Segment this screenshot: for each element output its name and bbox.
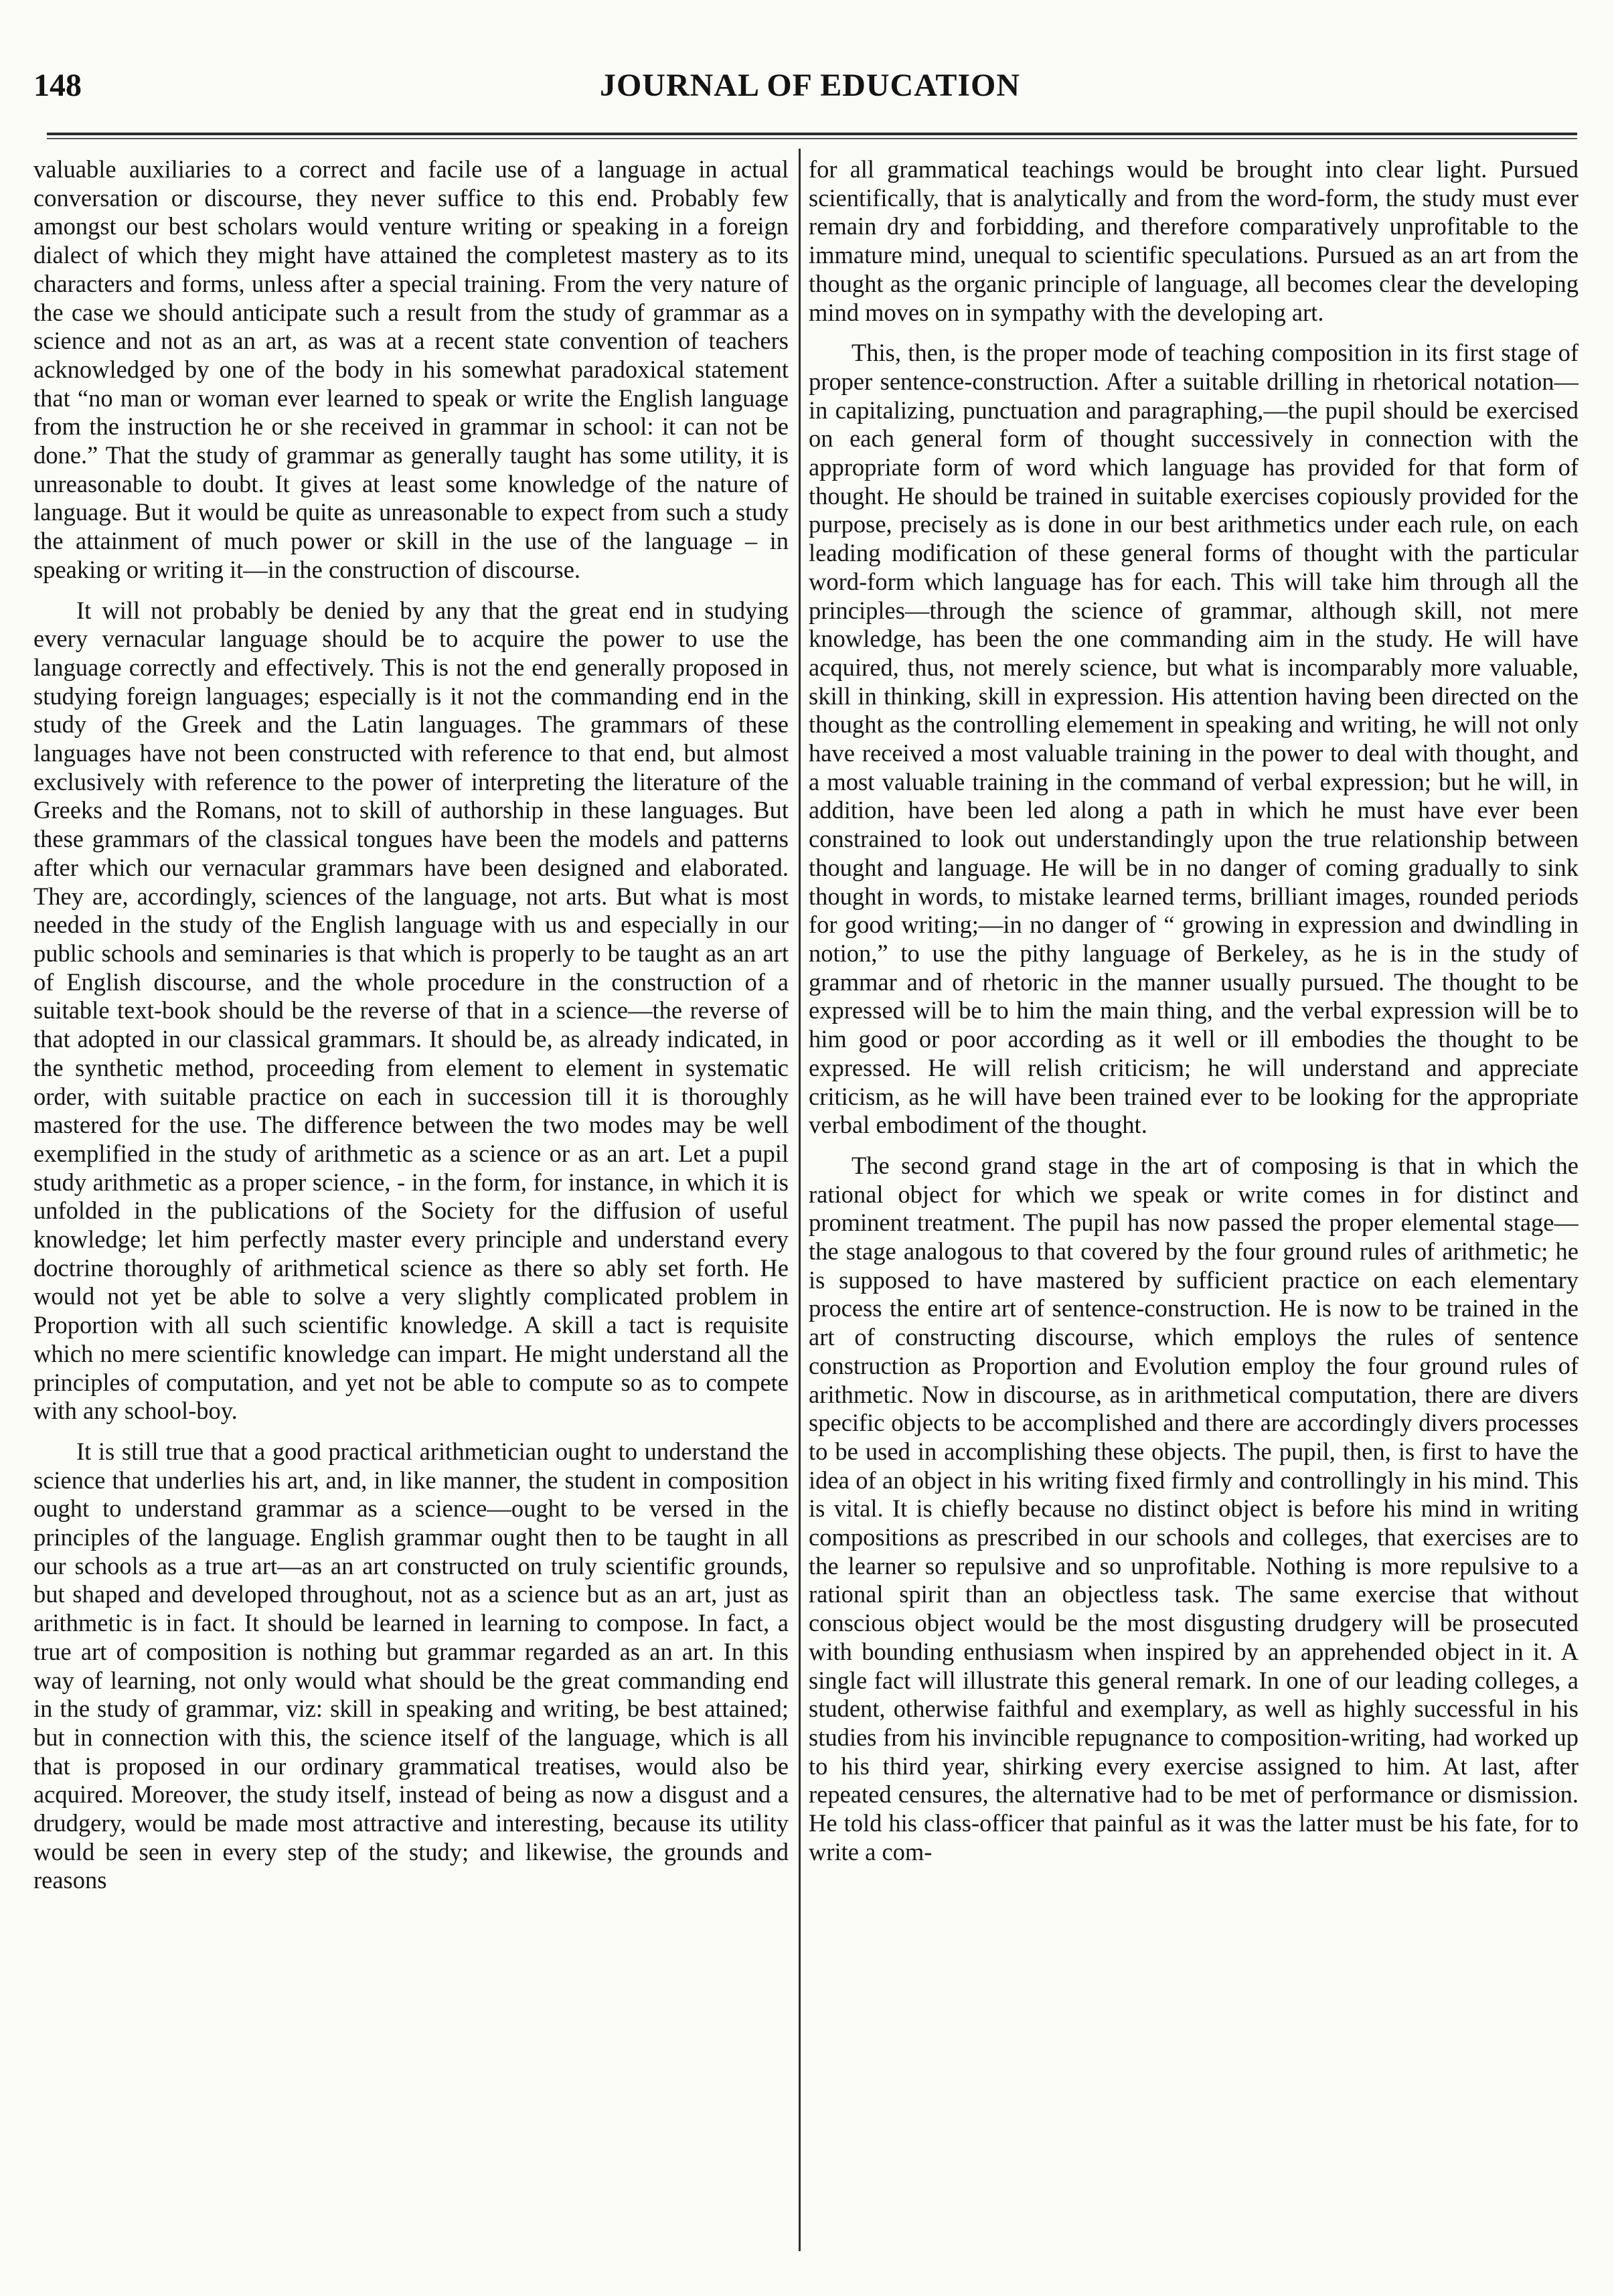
running-head: JOURNAL OF EDUCATION <box>599 68 1021 103</box>
column-divider <box>799 149 801 2251</box>
paragraph: for all grammatical teachings would be brought into clear light. Pursued scientifically, that is analytically and from the word-form, the study must ever remain dry and forbidding, and therefore comparatively unprofitable to the immature mind, unequal to scientific speculations. Pursued as an art from the thought as the organic principle of language, all becomes clear the developing mind moves on in sympathy with the developing art. <box>809 155 1579 326</box>
paragraph: It will not probably be denied by any that the great end in studying every vernacular language should be to acquire the power to use the language correctly and effectively. This is not the end generally proposed in studying foreign languages; especially is it not the commanding end in the study of the Greek and the Latin languages. The grammars of these languages have not been constructed with reference to that end, but almost exclusively with reference to the power of interpreting the literature of the Greeks and the Romans, not to skill of authorship in these languages. But these grammars of the classical tongues have been the models and patterns after which our vernacular grammars have been designed and elaborated. They are, accordingly, sciences of the language, not arts. But what is most needed in the study of the English language with us and especially in our public schools and seminaries is that which is properly to be taught as an art of English discourse, and the whole procedure in the construction of a suitable text-book should be the reverse of that in a science—the reverse of that adopted in our classical grammars. It should be, as already indicated, in the synthetic method, proceeding from element to element in systematic order, with suitable practice on each in succession till it is thoroughly mastered for the use. The difference between the two modes may be well exemplified in the study of arithmetic as a science or as an art. Let a pupil study arithmetic as a proper science, - in the form, for instance, in which it is unfolded in the publications of the Society for the diffusion of useful knowledge; let him perfectly master every principle and understand every doctrine thoroughly of arithmetical science as there so ably set forth. He would not yet be able to solve a very slightly complicated problem in Proportion with all such scientific knowledge. A skill a tact is requisite which no mere scientific knowledge can impart. He might understand all the principles of computation, and yet not be able to compute so as to compete with any school-boy. <box>33 596 789 1425</box>
page-number: 148 <box>33 68 82 103</box>
page-header <box>33 67 1587 121</box>
paragraph: The second grand stage in the art of composing is that in which the rational object for which we speak or write comes in for distinct and prominent treatment. The pupil has now passed the proper elemental stage—the stage analogous to that covered by the four ground rules of arithmetic; he is supposed to have mastered by sufficient practice on each elementary process the entire art of sentence-construction. He is now to be trained in the art of constructing discourse, which employs the rules of sentence construction as Proportion and Evolution employ the four ground rules of arithmetic. Now in discourse, as in arithmetical computation, there are divers specific objects to be accomplished and there are accordingly divers processes to be used in accomplishing these objects. The pupil, then, is first to have the idea of an object in his writing fixed firmly and controllingly in his mind. This is vital. It is chiefly because no distinct object is before his mind in writing compositions as prescribed in our schools and colleges, that exercises are to the learner so repulsive and so unprofitable. Nothing is more repulsive to a rational spirit than an objectless task. The same exercise that without conscious object would be the most disgusting drudgery will be prosecuted with bounding enthusiasm when inspired by an apprehended object in it. A single fact will illustrate this general remark. In one of our leading colleges, a student, otherwise faithful and exemplary, as well as highly successful in his studies from his invincible repugnance to composition-writing, had worked up to his third year, shirking every exercise assigned to him. At last, after repeated censures, the alternative had to be met of performance or dismission. He told his class-officer that painful as it was the latter must be his fate, for to write a com- <box>809 1151 1579 1865</box>
left-column <box>33 155 789 2251</box>
header-rule <box>47 133 1577 139</box>
paragraph: valuable auxiliaries to a correct and facile use of a language in actual conversation or discourse, they never suffice to this end. Probably few amongst our best scholars would venture writing or speaking in a foreign dialect of which they might have attained the completest mastery as to its characters and forms, unless after a special training. From the very nature of the case we should anticipate such a result from the study of grammar as a science and not as an art, as was at a recent state convention of teachers acknowledged by one of the body in his somewhat paradoxical statement that “no man or woman ever learned to speak or write the English language from the instruction he or she received in grammar in school: it can not be done.” That the study of grammar as generally taught has some utility, it is unreasonable to doubt. It gives at least some knowledge of the nature of language. But it would be quite as unreasonable to expect from such a study the attainment of much power or skill in the use of the language – in speaking or writing it—in the construction of discourse. <box>33 155 789 583</box>
paragraph: It is still true that a good practical arithmetician ought to understand the science that underlies his art, and, in like manner, the student in composition ought to understand grammar as a science—ought to be versed in the principles of the language. English grammar ought then to be taught in all our schools as a true art—as an art constructed on truly scientific grounds, but shaped and developed throughout, not as a science but as an art, just as arithmetic is in fact. It should be learned in learning to compose. In fact, a true art of composition is nothing but grammar regarded as an art. In this way of learning, not only would what should be the great commanding end in the study of grammar, viz: skill in speaking and writing, be best attained; but in connection with this, the science itself of the language, which is all that is proposed in our ordinary grammatical treatises, would also be acquired. Moreover, the study itself, instead of being as now a disgust and a drudgery, would be made most attractive and interesting, because its utility would be seen in every step of the study; and likewise, the grounds and reasons <box>33 1437 789 1894</box>
paragraph: This, then, is the proper mode of teaching composition in its first stage of proper sentence-construction. After a suitable drilling in rhetorical notation—in capitalizing, punctuation and paragraphing,—the pupil should be exercised on each general form of thought successively in connection with the appropriate form of word which language has provided for that form of thought. He should be trained in suitable exercises copiously provided for the purpose, precisely as is done in our best arithmetics under each rule, on each leading modification of these general forms of thought with the particular word-form which language has for each. This will take him through all the principles—through the science of grammar, although skill, not mere knowledge, has been the one commanding aim in the study. He will have acquired, thus, not merely science, but what is incomparably more valuable, skill in thinking, skill in expression. His attention having been directed on the thought as the controlling elemement in speaking and writing, he will not only have received a most valuable training in the power to deal with thought, and a most valuable training in the command of verbal expression; but he will, in addition, have been led along a path in which he must have ever been constrained to look out understandingly upon the true relationship between thought and language. He will be in no danger of coming gradually to sink thought in words, to mistake learned terms, brilliant images, rounded periods for good writing;—in no danger of “ growing in expression and dwindling in notion,” to use the pithy language of Berkeley, as he is in the study of grammar and of rhetoric in the manner usually pursued. The thought to be expressed will be to him the main thing, and the verbal expression will be to him good or poor according as it well or ill embodies the thought to be expressed. He will relish criticism; he will understand and appreciate criticism, as he will have been trained ever to be looking for the appropriate verbal embodiment of the thought. <box>809 339 1579 1139</box>
right-column <box>809 155 1579 2251</box>
